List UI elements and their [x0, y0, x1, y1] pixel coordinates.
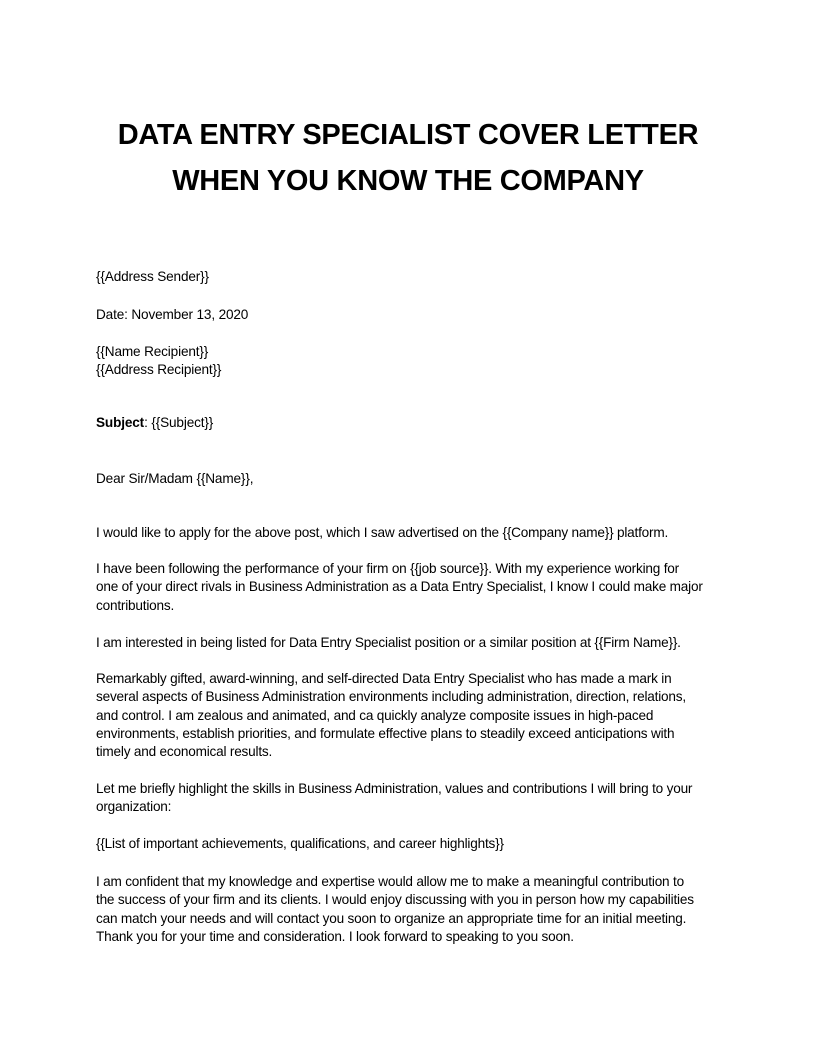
paragraph-line: I have been following the performance of your firm on {{job source}}. With my experience working for [96, 561, 679, 576]
paragraph-line: Thank you for your time and consideration. I look forward to speaking to you soon. [96, 928, 574, 944]
recipient-name: {{Name Recipient}} [96, 344, 209, 359]
paragraph-line: environments, establish priorities, and formulate effective plans to steadily exceed anticipations with [96, 725, 675, 741]
paragraph-line: I am interested in being listed for Data Entry Specialist position or a similar position at {{Firm Name}}. [96, 635, 681, 650]
recipient-address: {{Address Recipient}} [96, 362, 222, 377]
paragraph-line: timely and economical results. [96, 744, 273, 760]
paragraph-intro [96, 524, 726, 542]
paragraph-line: {{List of important achievements, qualifications, and career highlights}} [96, 836, 504, 851]
subject-value: : {{Subject}} [144, 415, 214, 430]
title-line-1: DATA ENTRY SPECIALIST COVER LETTER [117, 119, 699, 151]
salutation: Dear Sir/Madam {{Name}}, [96, 471, 254, 486]
title-line-2: WHEN YOU KNOW THE COMPANY [172, 165, 644, 197]
subject-line [96, 414, 726, 432]
letter-date: Date: November 13, 2020 [96, 307, 249, 322]
paragraph-line: the success of your firm and its clients. I would enjoy discussing with you in person how my capabilities [96, 892, 694, 908]
paragraph-line: organization: [96, 799, 172, 815]
paragraph-line: can match your needs and will contact you soon to organize an appropriate time for an initial meeting. [96, 910, 687, 926]
paragraph-line: and control. I am zealous and animated, and ca quickly analyze composite issues in high-paced [96, 707, 654, 723]
sender-address: {{Address Sender}} [96, 269, 209, 284]
paragraph-line: I am confident that my knowledge and expertise would allow me to make a meaningful contribution to [96, 874, 684, 889]
paragraph-interest [96, 634, 726, 652]
paragraph-line: I would like to apply for the above post, which I saw advertised on the {{Company name}} platform. [96, 525, 669, 540]
paragraph-experience [96, 560, 726, 615]
document-title [0, 112, 816, 204]
paragraph-line: contributions. [96, 597, 175, 613]
paragraph-line: one of your direct rivals in Business Administration as a Data Entry Specialist, I know I could make major [96, 579, 703, 595]
paragraph-line: Let me briefly highlight the skills in Business Administration, values and contributions I will bring to your [96, 781, 693, 796]
paragraph-line: Remarkably gifted, award-winning, and self-directed Data Entry Specialist who has made a mark in [96, 671, 672, 686]
paragraph-profile [96, 670, 726, 761]
paragraph-closing [96, 873, 726, 946]
paragraph-line: several aspects of Business Administration environments including administration, direction, relations, [96, 689, 686, 705]
paragraph-skills-intro [96, 780, 726, 817]
paragraph-achievements-placeholder [96, 835, 726, 853]
subject-label: Subject [96, 415, 145, 430]
